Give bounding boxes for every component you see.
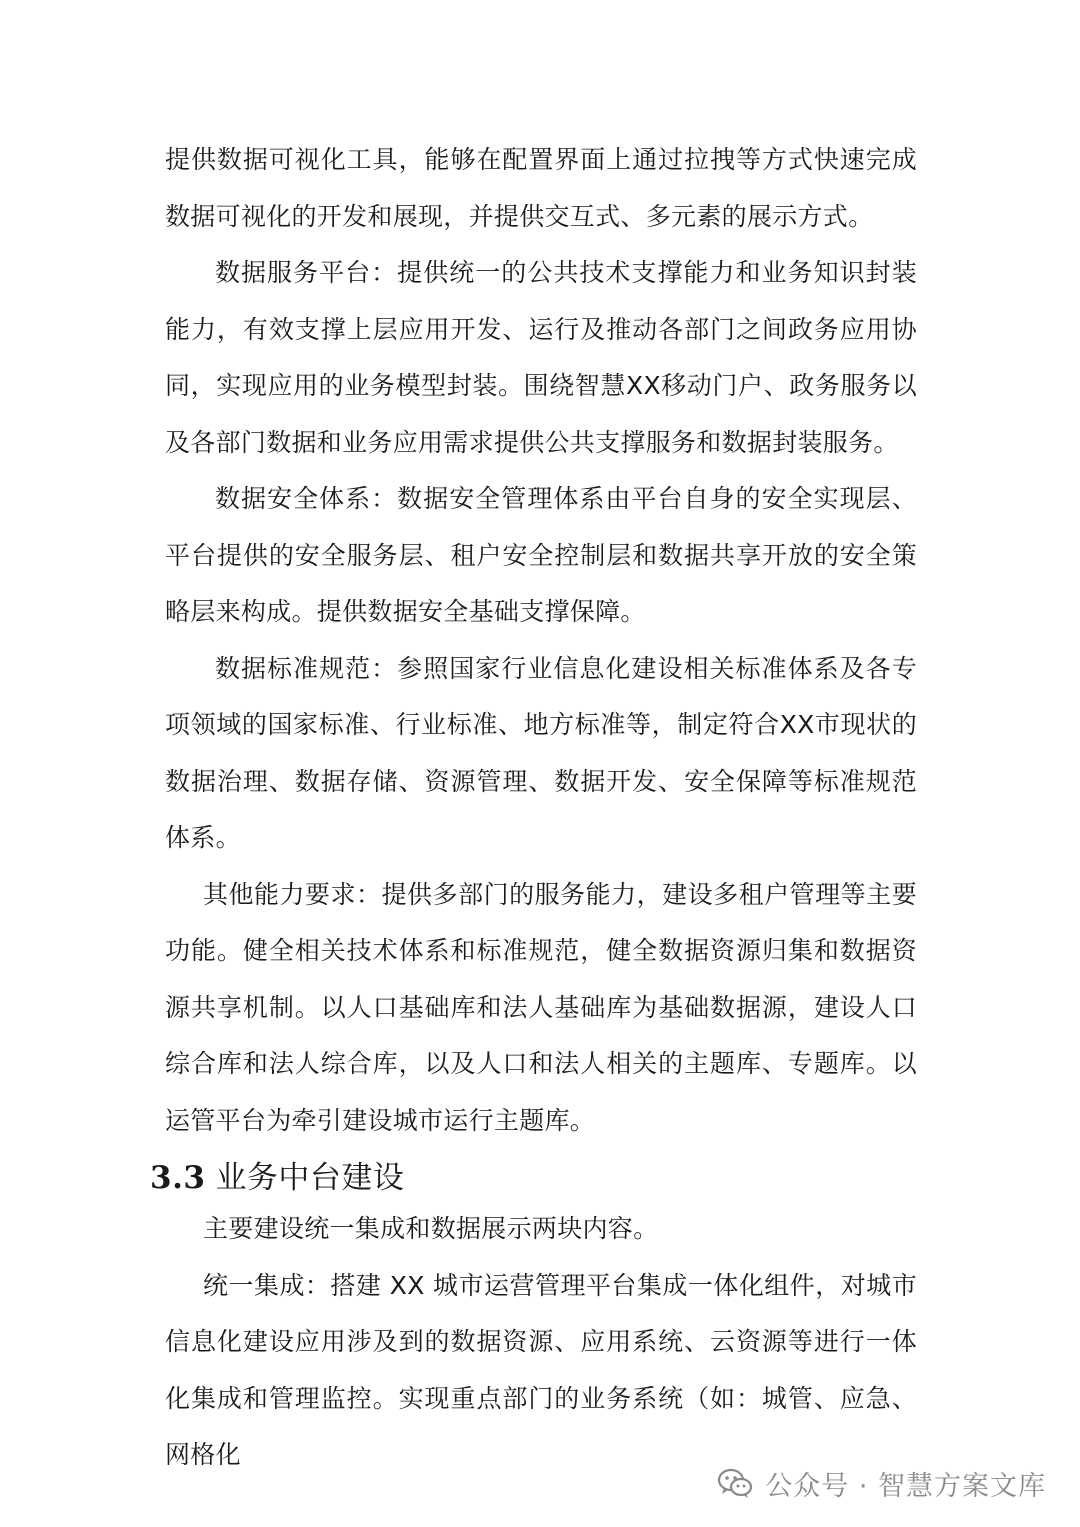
paragraph-visualization-tools: 提供数据可视化工具，能够在配置界面上通过拉拽等方式快速完成数据可视化的开发和展现，并提供交互式、多元素的展示方式。	[165, 145, 917, 231]
watermark-text: 公众号 · 智慧方案文库	[765, 1470, 1046, 1502]
paragraph-unified-integration: 统一集成：搭建 XX 城市运营管理平台集成一体化组件，对城市信息化建设应用涉及到的数据资源、应用系统、云资源等进行一体化集成和管理监控。实现重点部门的业务系统（如：城管、应急、网格化	[165, 1270, 917, 1469]
section-heading	[150, 1155, 917, 1201]
paragraph-other-capabilities: 其他能力要求：提供多部门的服务能力，建设多租户管理等主要功能。健全相关技术体系和标准规范，健全数据资源归集和数据资源共享机制。以人口基础库和法人基础库为基础数据源，建设人口综合库和法人综合库，以及人口和法人相关的主题库、专题库。以运管平台为牵引建设城市运行主题库。	[165, 879, 917, 1135]
section-number: 3.3	[150, 1160, 206, 1196]
paragraph-data-security-system: 数据安全体系：数据安全管理体系由平台自身的安全实现层、平台提供的安全服务层、租户安全控制层和数据共享开放的安全策略层来构成。提供数据安全基础支撑保障。	[165, 484, 917, 626]
paragraph-main-content: 主要建设统一集成和数据展示两块内容。	[203, 1214, 659, 1243]
section-title: 业务中台建设	[215, 1160, 405, 1196]
wechat-icon	[715, 1463, 755, 1503]
paragraph-data-service-platform: 数据服务平台：提供统一的公共技术支撑能力和业务知识封装能力，有效支撑上层应用开发、运行及推动各部门之间政务应用协同，实现应用的业务模型封装。围绕智慧XX移动门户、政务服务以及各部门数据和业务应用需求提供公共支撑服务和数据封装服务。	[165, 258, 917, 457]
paragraph-data-standards: 数据标准规范：参照国家行业信息化建设相关标准体系及各专项领域的国家标准、行业标准、地方标准等，制定符合XX市现状的数据治理、数据存储、资源管理、数据开发、安全保障等标准规范体系。	[165, 653, 917, 852]
watermark	[715, 1458, 1046, 1508]
document-body	[150, 132, 917, 1484]
